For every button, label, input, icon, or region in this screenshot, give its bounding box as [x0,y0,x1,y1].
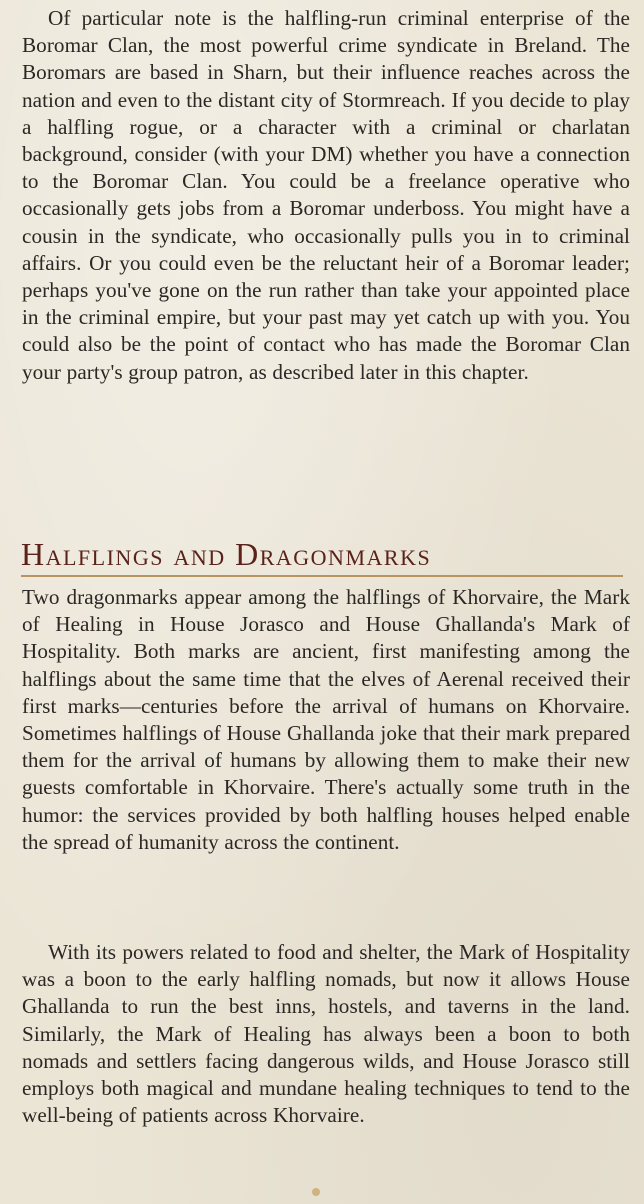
paragraph-boromar-clan: Of particular note is the halfling-run criminal enterprise of the Boromar Clan, the most powerful crime syndicate in Breland. The Boromars are based in Sharn, but their influence reaches across the nation and even to the distant city of Stormreach. If you decide to play a halfling rogue, or a character with a criminal or charlatan background, consider (with your DM) whether you have a connection to the Boromar Clan. You could be a freelance operative who occasionally gets jobs from a Boromar underboss. You might have a cousin in the syndicate, who occasionally pulls you in to criminal affairs. Or you could even be the reluctant heir of a Boromar leader; perhaps you've gone on the run rather than take your appointed place in the criminal empire, but your past may yet catch up with you. You could also be the point of contact who has made the Boromar Clan your party's group patron, as described later in this chapter. [22,6,630,384]
heading-underline-rule [21,575,623,577]
section-heading: Halflings and Dragonmarks [21,536,432,572]
paragraph-dragonmarks-intro: Two dragonmarks appear among the halflings of Khorvaire, the Mark of Healing in House Jorasco and House Ghallanda's Mark of Hospitality. Both marks are ancient, first manifesting among the halflings about the same time that the elves of Aerenal received their first marks—centuries before the arrival of humans on Khorvaire. Sometimes halflings of House Ghallanda joke that their mark prepared them for the arrival of humans by allowing them to make their new guests comfortable in Khorvaire. There's actually some truth in the humor: the services provided by both halfling houses helped enable the spread of humanity across the continent. [22,585,630,854]
paragraph-mark-of-hospitality: With its powers related to food and shelter, the Mark of Hospitality was a boon to the early halfling nomads, but now it allows House Ghallanda to run the best inns, hostels, and taverns in the land. Similarly, the Mark of Healing has always been a boon to both nomads and settlers facing dangerous wilds, and House Jorasco still employs both magical and mundane healing techniques to tend to the well-being of patients across Khorvaire. [22,940,630,1128]
page-ornament-dot [312,1188,320,1196]
